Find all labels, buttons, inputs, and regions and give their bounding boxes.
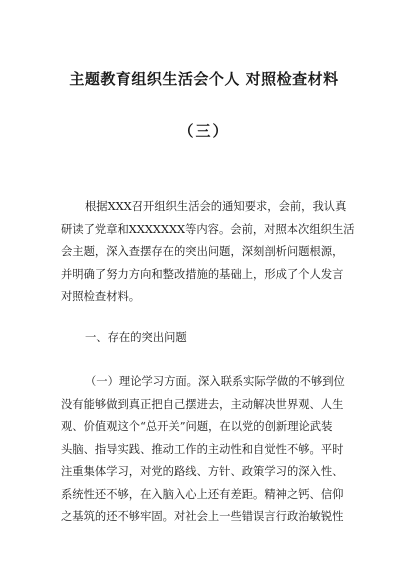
paragraph-line: 观、价值观这个“总开关”问题，在以党的创新理论武装 [61, 420, 333, 433]
paragraph-line: 没有能够做到真正把自己摆进去，主动解决世界观、人生 [61, 397, 344, 411]
paragraph-line: 注重集体学习，对党的路线、方针、政策学习的深入性、 [61, 465, 344, 478]
paragraph-line: 并明确了努力方向和整改措施的基础上，形成了个人发言 [61, 267, 344, 281]
paragraph-line: 研读了党章和XXXXXXX等内容。会前，对照本次组织生活 [61, 222, 355, 236]
paragraph-line: 系统性还不够，在入脑入心上还有差距。精神之钙、信仰 [61, 487, 344, 501]
paragraph-line: 头脑、指导实践、推动工作的主动性和自觉性不够。平时 [61, 442, 344, 456]
paragraph-line: 对照检查材料。 [61, 290, 141, 303]
paragraph-line: 会主题，深入查摆存在的突出问题，深刻剖析问题根源， [61, 245, 344, 258]
document-title: 主题教育组织生活会个人 对照检查材料 [69, 70, 339, 88]
paragraph-line: 根据XXX召开组织生活会的通知要求，会前，我认真 [85, 200, 347, 213]
section-heading: 一、存在的突出问题 [85, 331, 187, 344]
paragraph-line: （一）理论学习方面。深入联系实际学做的不够到位 [85, 375, 345, 388]
section-paragraph [61, 371, 361, 529]
paragraph-line: 之基筑的还不够牢固。对社会上一些错误言行政治敏锐性 [61, 510, 344, 523]
document-subtitle: （三） [178, 122, 230, 140]
intro-paragraph [61, 196, 361, 309]
